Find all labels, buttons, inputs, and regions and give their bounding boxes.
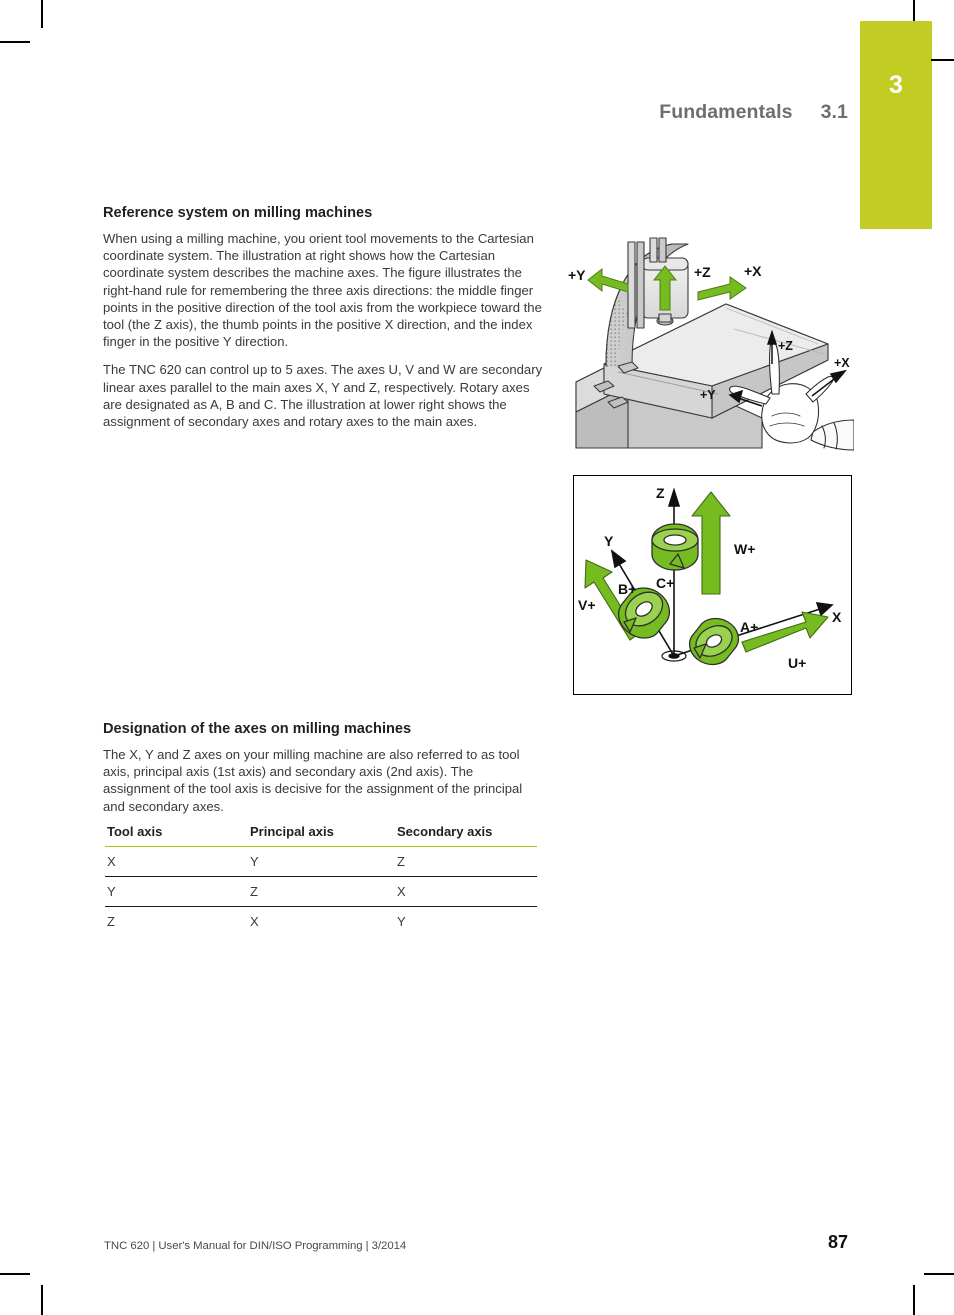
running-head-section: 3.1 <box>820 101 848 123</box>
running-head <box>659 101 848 124</box>
cell-secondary-axis: X <box>395 877 537 907</box>
table-header-row <box>105 824 537 847</box>
running-head-title: Fundamentals <box>659 101 793 123</box>
cell-principal-axis: Y <box>248 847 395 877</box>
page-number: 87 <box>827 1232 848 1252</box>
label-axis-x: X <box>832 609 842 625</box>
crop-mark-bottom-right-vertical <box>913 1285 915 1315</box>
table-row <box>105 877 537 907</box>
axis-assignment-table <box>105 824 537 936</box>
label-b-plus: B+ <box>618 581 637 597</box>
label-u-plus: U+ <box>788 655 807 671</box>
label-hand-plus-y: +Y <box>700 388 716 402</box>
paragraph-cartesian-system: When using a milling machine, you orient tool movements to the Cartesian coordinate system. The illustration at right shows how the Cartesian coordinate system describes the machine axes. The figure illustrates the right-hand rule for remembering the three axis directions: the middle finger points in the positive direction of the tool axis from the workpiece toward the tool (the Z axis), the thumb points in the positive X direction, and the index finger in the positive Y direction. <box>103 231 542 350</box>
crop-mark-top-left-vertical <box>41 0 43 28</box>
chapter-number: 3 <box>889 71 903 99</box>
paragraph-five-axes: The TNC 620 can control up to 5 axes. The axes U, V and W are secondary linear axes parallel to the main axes X, Y and Z, respectively. Rotary axes are designated as A, B and C. The illustration at lower right shows the assignment of secondary axes and rotary axes to the main axes. <box>103 362 543 430</box>
label-plus-y: +Y <box>568 267 586 283</box>
column-header-tool-axis: Tool axis <box>105 824 248 847</box>
table-row <box>105 907 537 937</box>
section-heading-axis-designation: Designation of the axes on milling machines <box>103 721 412 737</box>
label-plus-x: +X <box>744 263 762 279</box>
label-a-plus: A+ <box>740 619 759 635</box>
cell-tool-axis: Z <box>107 914 115 929</box>
column-header-principal-axis: Principal axis <box>248 824 395 847</box>
crop-mark-bottom-left-horizontal <box>0 1273 30 1275</box>
label-axis-y: Y <box>604 533 614 549</box>
cell-principal-axis: Z <box>248 877 395 907</box>
column-header-secondary-axis: Secondary axis <box>395 824 537 847</box>
cell-secondary-axis: Y <box>397 914 406 929</box>
label-hand-plus-z: +Z <box>778 339 793 353</box>
crop-mark-top-left-horizontal <box>0 41 30 43</box>
label-hand-plus-x: +X <box>834 356 850 370</box>
chapter-tab <box>860 21 932 229</box>
label-v-plus: V+ <box>578 597 596 613</box>
paragraph-axis-designation: The X, Y and Z axes on your milling machine are also referred to as tool axis, principal axis (1st axis) and secondary axis (2nd axis). The assignment of the tool axis is decisive for the assignment of the principal and secondary axes. <box>103 747 523 814</box>
figure-milling-machine <box>566 236 854 464</box>
cell-tool-axis: Y <box>105 877 248 907</box>
footer-manual-reference: TNC 620 | User's Manual for DIN/ISO Programming | 3/2014 <box>104 1240 407 1252</box>
section-heading-reference-system: Reference system on milling machines <box>103 205 373 221</box>
cell-secondary-axis: Z <box>395 847 537 877</box>
cell-tool-axis: X <box>105 847 248 877</box>
crop-mark-bottom-right-horizontal <box>924 1273 954 1275</box>
table-row <box>105 847 537 877</box>
figure-axis-assignment <box>573 475 852 695</box>
label-c-plus: C+ <box>656 575 675 591</box>
section-reference-system <box>103 205 543 430</box>
label-plus-z: +Z <box>694 264 711 280</box>
label-axis-z: Z <box>656 485 665 501</box>
cell-principal-axis: X <box>250 914 259 929</box>
crop-mark-bottom-left-vertical <box>41 1285 43 1315</box>
section-axis-designation <box>103 721 543 815</box>
label-w-plus: W+ <box>734 541 756 557</box>
chapter-tab-rule <box>931 59 954 61</box>
